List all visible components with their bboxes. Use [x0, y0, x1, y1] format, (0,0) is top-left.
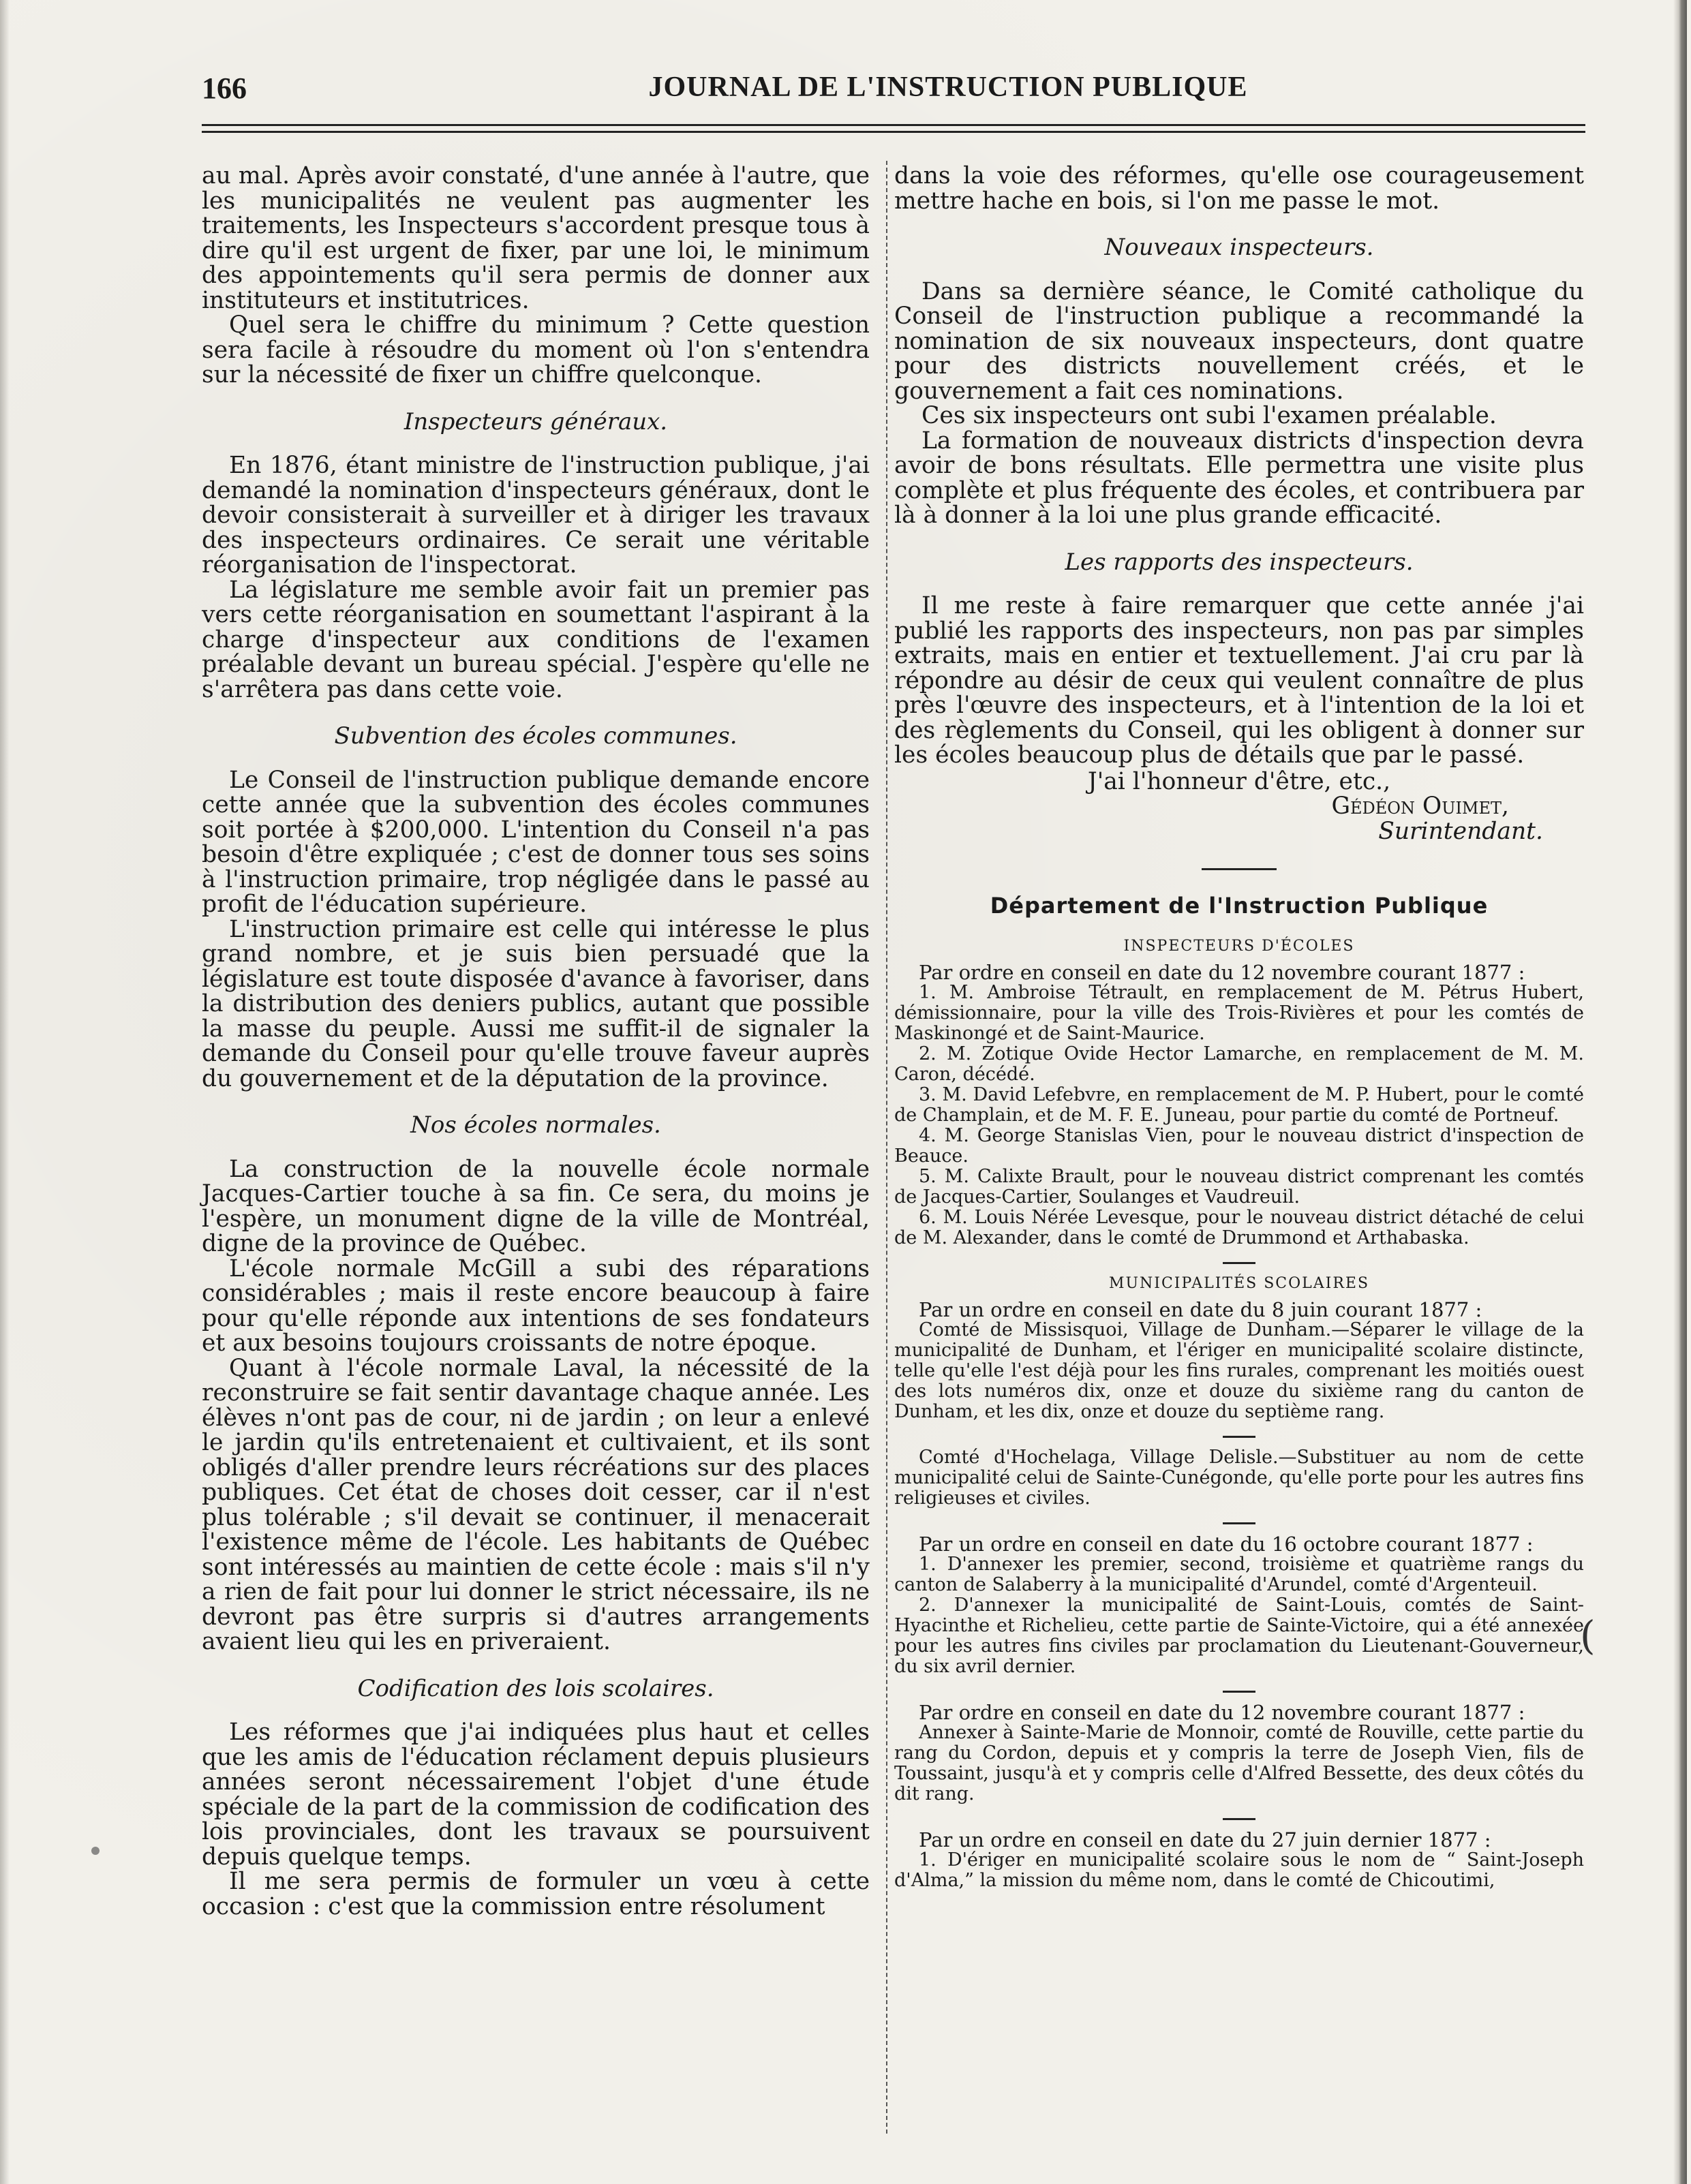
inspecteur-item: 4. M. George Stanislas Vien, pour le nouveau district d'inspection de Beauce.	[894, 1124, 1584, 1167]
signature-closing: J'ai l'honneur d'être, etc.,	[1087, 767, 1391, 795]
section-heading: Inspecteurs généraux.	[403, 407, 668, 435]
header-rule-bottom	[202, 131, 1585, 133]
body-paragraph: Ces six inspecteurs ont subi l'examen préalable.	[921, 402, 1497, 429]
body-paragraph: La législature me semble avoir fait un premier pas vers cette réorganisation en soumettant l'aspirant à la charge d'inspecteur aux conditions de l'examen préalable devant un bureau spécial. J'espère qu'elle ne s'arrêtera pas dans cette voie.	[202, 576, 870, 703]
inspecteurs-list	[894, 983, 1584, 1248]
body-paragraph: Le Conseil de l'instruction publique demande encore cette année que la subvention des écoles communes soit portée à $200,000. L'intention du Conseil n'a pas besoin d'être expliquée ; c'est de donner tous ses soins à l'instruction primaire, trop négligée dans le passé au profit de l'éducation supérieure.	[202, 766, 870, 918]
page-header	[202, 71, 1585, 112]
section-heading: Codification des lois scolaires.	[357, 1674, 714, 1702]
inspecteur-item: 3. M. David Lefebvre, en remplacement de M. P. Hubert, pour le comté de Champlain, et de M. F. E. Juneau, pour partie du comté de Portneuf.	[894, 1083, 1584, 1126]
body-paragraph: Les réformes que j'ai indiquées plus haut et celles que les amis de l'éducation réclament depuis plusieurs années seront nécessairement l'objet d'une étude spéciale de la part de la commission de codification des lois provinciales, dont les travaux se poursuivent depuis quelque temps.	[202, 1719, 870, 1871]
inspecteur-item: 2. M. Zotique Ovide Hector Lamarche, en remplacement de M. M. Caron, décédé.	[894, 1043, 1584, 1085]
body-paragraph: Il me reste à faire remarquer que cette année j'ai publié les rapports des inspecteurs, non pas par simples extraits, mais en entier et textuellement. J'ai cru par là répondre au désir de ceux qui veulent connaître de plus près l'œuvre des inspecteurs, et à l'intention de la loi et des règlements du Conseil, qui les obligent à donner sur les écoles beaucoup plus de détails que par le passé.	[894, 592, 1584, 769]
section-heading: Subvention des écoles communes.	[334, 722, 737, 750]
notice-separator	[1223, 1522, 1255, 1524]
body-paragraph: Dans sa dernière séance, le Comité catholique du Conseil de l'instruction publique a recommandé la nomination de six nouveaux inspecteurs, dont quatre pour des districts nouvellement créés, et le gouvernement a fait ces nominations.	[894, 277, 1584, 405]
order-paragraph: Annexer à Sainte-Marie de Monnoir, comté de Rouville, cette partie du rang du Cordon, depuis et y compris la terre de Joseph Vien, fils de Toussaint, jusqu'à et y compris celle d'Alfred Bessette, des deux côtés du dit rang.	[894, 1721, 1584, 1804]
signature-block	[894, 769, 1584, 844]
body-paragraph: L'instruction primaire est celle qui intéresse le plus grand nombre, et je suis bien persuadé que la législature est toute disposée d'avance à favoriser, dans la distribution des deniers publics, autant que possible la masse du peuple. Aussi me suffit-il de signaler la demande du Conseil pour qu'elle trouve faveur auprès du gouvernement et de la députation de la province.	[202, 915, 870, 1092]
signature-name: Gédéon Ouimet,	[1331, 793, 1509, 820]
inspecteur-item: 6. M. Louis Nérée Levesque, pour le nouveau district détaché de celui de M. Alexander, dans le comté de Drummond et Arthabaska.	[894, 1206, 1584, 1248]
margin-mark: (	[1580, 1612, 1596, 1659]
section-separator	[1202, 868, 1277, 870]
section-heading: Les rapports des inspecteurs.	[1065, 548, 1414, 576]
order-lead: Par un ordre en conseil en date du 8 juin courant 1877 :	[919, 1297, 1482, 1321]
right-column-intro	[894, 164, 1584, 768]
left-column	[202, 164, 870, 1919]
body-paragraph: Il me sera permis de formuler un vœu à cette occasion : c'est que la commission entre résolument	[202, 1868, 870, 1920]
body-paragraph: au mal. Après avoir constaté, d'une année à l'autre, que les municipalités ne veulent pas augmenter les traitements, les Inspecteurs s'accordent presque tous à dire qu'il est urgent de fixer, par une loi, le minimum des appointements qu'il sera permis de donner aux instituteurs et institutrices.	[202, 162, 870, 314]
body-paragraph: dans la voie des réformes, qu'elle ose courageusement mettre hache en bois, si l'on me passe le mot.	[894, 162, 1584, 215]
body-paragraph: L'école normale McGill a subi des réparations considérables ; mais il reste encore beaucoup à faire pour qu'elle réponde aux intentions de ses fondateurs et aux besoins toujours croissants de notre époque.	[202, 1255, 870, 1357]
municipalites-heading: MUNICIPALITÉS SCOLAIRES	[1108, 1274, 1370, 1292]
inspecteur-item: 5. M. Calixte Brault, pour le nouveau district comprenant les comtés de Jacques-Cartier, Soulanges et Vaudreuil.	[894, 1165, 1584, 1208]
inspecteurs-lead: Par ordre en conseil en date du 12 novembre courant 1877 :	[919, 960, 1525, 984]
order-paragraph: 1. D'annexer les premier, second, troisième et quatrième rangs du canton de Salaberry à la municipalité d'Arundel, comté d'Argenteuil.	[894, 1553, 1584, 1595]
journal-title: JOURNAL DE L'INSTRUCTION PUBLIQUE	[648, 72, 1248, 103]
ink-spot	[91, 1847, 100, 1855]
body-paragraph: En 1876, étant ministre de l'instruction publique, j'ai demandé la nomination d'inspecteurs généraux, dont le devoir consisterait à surveiller et à diriger les travaux des inspecteurs ordinaires. Ce serait une véritable réorganisation de l'inspectorat.	[202, 452, 870, 579]
notice-separator	[1223, 1436, 1255, 1438]
body-paragraph: Quel sera le chiffre du minimum ? Cette question sera facile à résoudre du moment où l'on s'entendra sur la nécessité de fixer un chiffre quelconque.	[202, 311, 870, 388]
body-paragraph: La construction de la nouvelle école normale Jacques-Cartier touche à sa fin. Ce sera, du moins je l'espère, un monument digne de la ville de Montréal, digne de la province de Québec.	[202, 1155, 870, 1257]
order-lead: Par un ordre en conseil en date du 16 octobre courant 1877 :	[919, 1532, 1534, 1556]
order-lead: Par ordre en conseil en date du 12 novembre courant 1877 :	[919, 1700, 1525, 1724]
right-column	[894, 164, 1584, 1891]
column-divider	[886, 161, 887, 2134]
order-paragraph: Comté d'Hochelaga, Village Delisle.—Substituer au nom de cette municipalité celui de Sainte-Cunégonde, qu'elle porte pour les autres fins religieuses et civiles.	[894, 1446, 1584, 1509]
notice-separator	[1223, 1691, 1255, 1693]
order-paragraph: 1. D'ériger en municipalité scolaire sous le nom de “ Saint-Joseph d'Alma,” la mission du même nom, dans le comté de Chicoutimi,	[894, 1849, 1584, 1891]
header-rule-top	[202, 124, 1585, 126]
body-paragraph: Quant à l'école normale Laval, la nécessité de la reconstruire se fait sentir davantage chaque année. Les élèves n'ont pas de cour, ni de jardin ; on leur a enlevé le jardin qu'ils entretenaient et cultivaient, et ils sont obligés d'aller prendre leurs récréations sur des places publiques. Cet état de choses doit cesser, car il n'est plus tolérable ; s'il devait se continuer, il menacerait l'existence même de l'école. Les habitants de Québec sont intéressés au maintien de cette école : mais s'il n'y a rien de fait pour lui donner le strict nécessaire, ils ne devront pas être surpris si d'autres arrangements avaient lieu qui les en priveraient.	[202, 1354, 870, 1655]
department-notices	[894, 936, 1584, 1891]
signature-title: Surintendant.	[1378, 817, 1543, 845]
department-title: Département de l'Instruction Publique	[990, 893, 1489, 919]
section-heading: Nos écoles normales.	[410, 1111, 661, 1139]
page-left-edge	[0, 0, 10, 2184]
order-lead: Par un ordre en conseil en date du 27 juin dernier 1877 :	[919, 1828, 1491, 1851]
notice-separator	[1223, 1262, 1255, 1264]
inspecteur-item: 1. M. Ambroise Tétrault, en remplacement de M. Pétrus Hubert, démissionnaire, pour la ville des Trois-Rivières et pour les comtés de Maskinongé et de Saint-Maurice.	[894, 981, 1584, 1044]
order-paragraph: 2. D'annexer la municipalité de Saint-Louis, comtés de Saint-Hyacinthe et Richelieu, cette partie de Sainte-Victoire, qui a été annexée pour les autres fins civiles par proclamation du Lieutenant-Gouverneur, du six avril dernier.	[894, 1594, 1584, 1677]
order-paragraph: Comté de Missisquoi, Village de Dunham.—Séparer le village de la municipalité de Dunham, et l'ériger en municipalité scolaire distincte, telle qu'elle l'est déjà pour les fins rurales, comprenant les moitiés ouest des lots numéros dix, onze et douze du sixième rang du canton de Dunham, et les dix, onze et douze du septième rang.	[894, 1319, 1584, 1422]
notice-separator	[1223, 1818, 1255, 1820]
body-paragraph: La formation de nouveaux districts d'inspection devra avoir de bons résultats. Elle permettra une visite plus complète et plus fréquente des écoles, et contribuera par là à donner à la loi une plus grande efficacité.	[894, 427, 1584, 529]
orders-list	[894, 1299, 1584, 1891]
inspecteurs-heading: INSPECTEURS D'ÉCOLES	[1123, 937, 1355, 955]
page-right-edge	[1673, 0, 1687, 2184]
page-number: 166	[202, 72, 247, 105]
section-heading: Nouveaux inspecteurs.	[1104, 234, 1374, 261]
